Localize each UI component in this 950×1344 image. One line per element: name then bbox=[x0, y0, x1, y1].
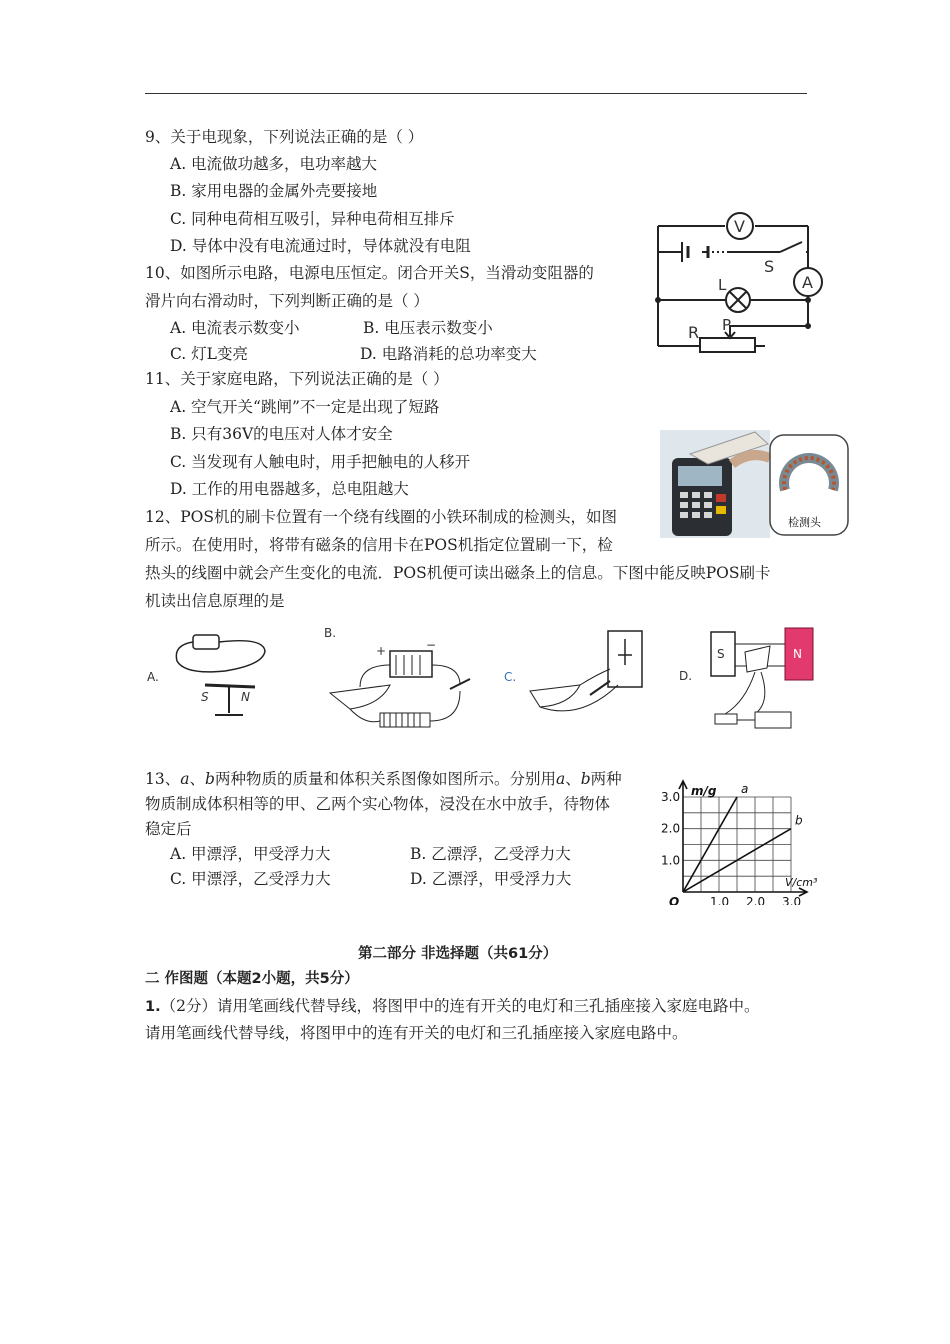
q12-figure-a bbox=[145, 625, 280, 725]
q12-figure-c bbox=[500, 625, 650, 725]
q9-stem: 9、关于电现象，下列说法正确的是（ ） bbox=[145, 128, 424, 146]
part2-title: 第二部分 非选择题（共61分） bbox=[358, 946, 558, 962]
section-heading: 二 作图题（本题2小题，共5分） bbox=[145, 971, 359, 987]
ammeter-label: A bbox=[802, 273, 813, 292]
origin-label: O bbox=[669, 895, 680, 905]
q13-line-1: 13、a、b两种物质的质量和体积关系图像如图所示。分别用a、b两种 bbox=[145, 770, 622, 788]
x-tick-label: 2.0 bbox=[746, 895, 766, 905]
y-tick-label: 3.0 bbox=[661, 790, 681, 804]
lamp-label: L bbox=[718, 276, 727, 294]
q9-option-d: D. 导体中没有电流通过时，导体就没有电阻 bbox=[170, 237, 471, 255]
y-tick-label: 2.0 bbox=[661, 821, 681, 836]
mass-volume-chart bbox=[655, 770, 835, 905]
q12-fig-d-s: S bbox=[717, 647, 725, 661]
q9-option-a: A. 电流做功越多，电功率越大 bbox=[170, 155, 378, 173]
q11-stem: 11、关于家庭电路，下列说法正确的是（ ） bbox=[145, 370, 449, 388]
q13-option-d: D. 乙漂浮，甲受浮力大 bbox=[410, 870, 572, 888]
q12-figure-b bbox=[320, 625, 485, 735]
y-axis-label: m/g bbox=[691, 784, 717, 798]
q12-fig-d-n: N bbox=[793, 647, 802, 661]
x-axis-label: V/cm³ bbox=[785, 876, 818, 889]
q11-option-d: D. 工作的用电器越多，总电阻越大 bbox=[170, 480, 409, 498]
resistor-label: R bbox=[688, 323, 700, 342]
series-label-a: a bbox=[741, 782, 749, 796]
q10-circuit-diagram bbox=[630, 208, 835, 366]
q12-label-c: C. bbox=[504, 670, 517, 684]
q12-fig-b-minus: − bbox=[426, 638, 437, 652]
q13-option-b: B. 乙漂浮，乙受浮力大 bbox=[410, 845, 571, 863]
q12-line-2: 所示。在使用时，将带有磁条的信用卡在POS机指定位置刷一下，检 bbox=[145, 536, 613, 554]
q12-line-1: 12、POS机的刷卡位置有一个绕有线圈的小铁环制成的检测头，如图 bbox=[145, 508, 617, 526]
q12-fig-a-n: N bbox=[241, 690, 250, 704]
pos-detect-label: 检测头 bbox=[788, 516, 821, 529]
q12-figure-d bbox=[675, 622, 820, 737]
voltmeter-label: V bbox=[734, 217, 745, 236]
q10-option-d: D. 电路消耗的总功率变大 bbox=[360, 345, 537, 363]
q12-label-b: B. bbox=[324, 626, 337, 640]
part2-q1: 1.（2分）请用笔画线代替导线，将图甲中的连有开关的电灯和三孔插座接入家庭电路中。 bbox=[145, 997, 760, 1015]
q11-option-a: A. 空气开关“跳闸”不一定是出现了短路 bbox=[170, 398, 440, 416]
q13-line-2: 物质制成体积相等的甲、乙两个实心物体，浸没在水中放手，待物体 bbox=[145, 795, 611, 813]
q10-option-b: B. 电压表示数变小 bbox=[363, 319, 493, 337]
q13-option-c: C. 甲漂浮，乙受浮力大 bbox=[170, 870, 331, 888]
slider-label: P bbox=[722, 316, 732, 334]
q12-line-4: 机读出信息原理的是 bbox=[145, 592, 285, 610]
q11-option-c: C. 当发现有人触电时，用手把触电的人移开 bbox=[170, 453, 471, 471]
part2-q1-repeat: 请用笔画线代替导线，将图甲中的连有开关的电灯和三孔插座接入家庭电路中。 bbox=[145, 1024, 688, 1042]
header-rule bbox=[145, 93, 807, 94]
q10-option-c: C. 灯L变亮 bbox=[170, 345, 248, 363]
x-tick-label: 3.0 bbox=[782, 895, 802, 905]
q11-option-b: B. 只有36V的电压对人体才安全 bbox=[170, 425, 393, 443]
x-tick-label: 1.0 bbox=[710, 895, 730, 905]
q12-fig-a-s: S bbox=[201, 690, 209, 704]
q13-line-3: 稳定后 bbox=[145, 820, 192, 838]
switch-label: S bbox=[764, 257, 775, 276]
q9-option-b: B. 家用电器的金属外壳要接地 bbox=[170, 182, 378, 200]
q10-option-a: A. 电流表示数变小 bbox=[170, 319, 300, 337]
q10-stem-2: 滑片向右滑动时，下列判断正确的是（ ） bbox=[145, 292, 429, 310]
q13-option-a: A. 甲漂浮，甲受浮力大 bbox=[170, 845, 331, 863]
q12-line-3: 热头的线圈中就会产生变化的电流．POS机便可读出磁条上的信息。下图中能反映POS刷卡 bbox=[145, 564, 771, 582]
q12-label-a: A. bbox=[147, 670, 159, 684]
y-tick-label: 1.0 bbox=[661, 853, 681, 868]
series-label-b: b bbox=[795, 813, 803, 828]
q12-label-d: D. bbox=[679, 669, 693, 683]
pos-machine-figure bbox=[660, 430, 850, 540]
q9-option-c: C. 同种电荷相互吸引，异种电荷相互排斥 bbox=[170, 210, 455, 228]
q10-stem-1: 10、如图所示电路，电源电压恒定。闭合开关S，当滑动变阻器的 bbox=[145, 264, 594, 282]
q12-fig-b-plus: + bbox=[376, 644, 387, 658]
